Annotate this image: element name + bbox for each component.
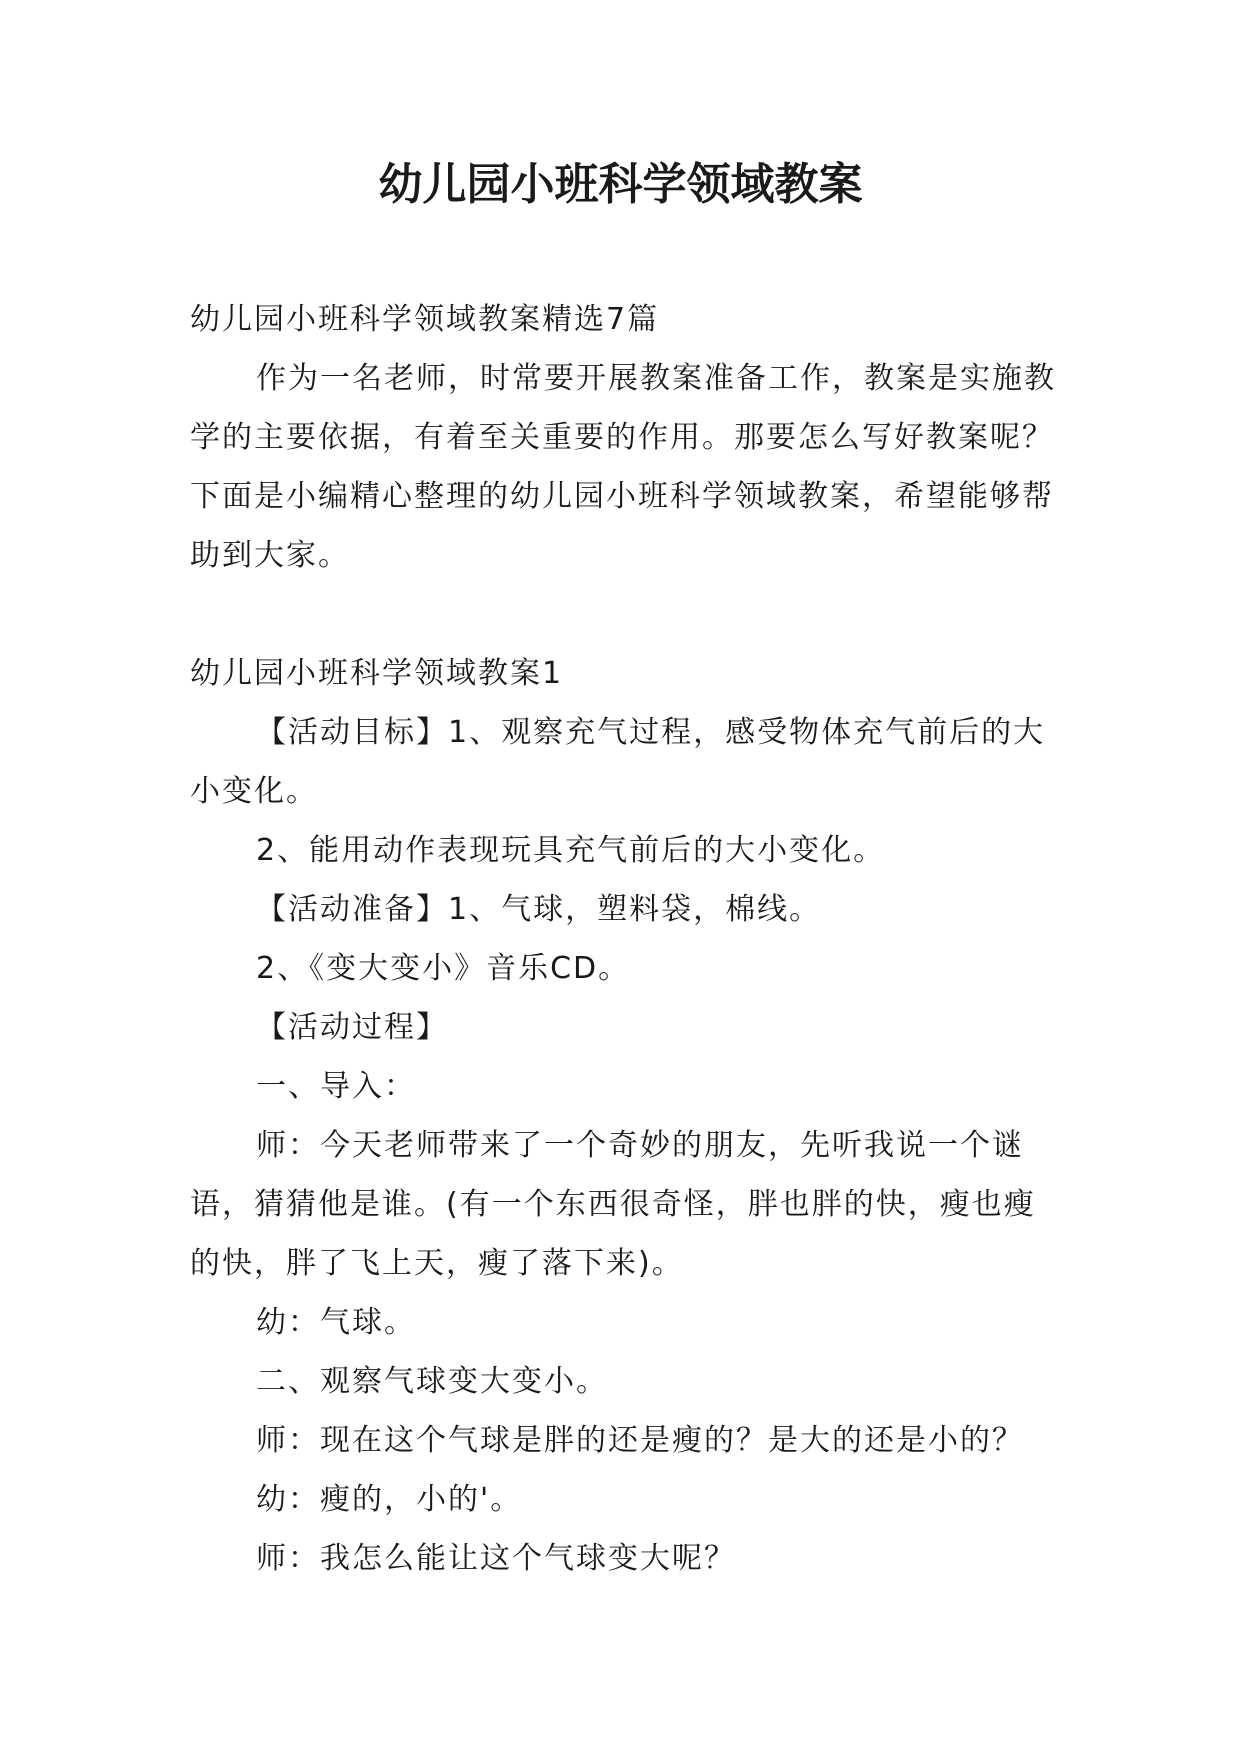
intro-paragraph: 作为一名老师，时常要开展教案准备工作，教案是实施教学的主要依据，有着至关重要的作用。那要怎么写好教案呢？下面是小编精心整理的幼儿园小班科学领域教案，希望能够帮助到大家。 [190, 361, 1056, 573]
child-reply-paragraph: 幼：瘦的，小的'。 [256, 1482, 523, 1517]
document-subtitle: 幼儿园小班科学领域教案精选7篇 [190, 302, 660, 337]
document-body [190, 290, 1060, 1588]
activity-prep-paragraph: 【活动准备】1、气球，塑料袋，棉线。 [256, 892, 822, 927]
activity-goal-paragraph: 【活动目标】1、观察充气过程，感受物体充气前后的大小变化。 [190, 715, 1046, 809]
teacher-question-paragraph: 师：现在这个气球是胖的还是瘦的？是大的还是小的？ [256, 1423, 1024, 1458]
activity-prep-2-paragraph: 2、《变大变小》音乐CD。 [256, 951, 631, 986]
activity-goal-2-paragraph: 2、能用动作表现玩具充气前后的大小变化。 [256, 833, 886, 868]
intro-step-heading: 一、导入： [256, 1069, 416, 1104]
page-title: 幼儿园小班科学领域教案 [378, 159, 863, 210]
activity-process-heading: 【活动过程】 [256, 1010, 448, 1045]
section-spacer [190, 585, 1060, 644]
teacher-riddle-paragraph: 师：今天老师带来了一个奇妙的朋友，先听我说一个谜语，猜猜他是谁。(有一个东西很奇怪，胖也胖的快，瘦也瘦的快，胖了飞上天，瘦了落下来)。 [190, 1128, 1036, 1281]
teacher-followup-paragraph: 师：我怎么能让这个气球变大呢？ [256, 1541, 736, 1576]
observe-step-heading: 二、观察气球变大变小。 [256, 1364, 608, 1399]
section-heading: 幼儿园小班科学领域教案1 [190, 656, 564, 691]
child-answer-paragraph: 幼：气球。 [256, 1305, 416, 1340]
